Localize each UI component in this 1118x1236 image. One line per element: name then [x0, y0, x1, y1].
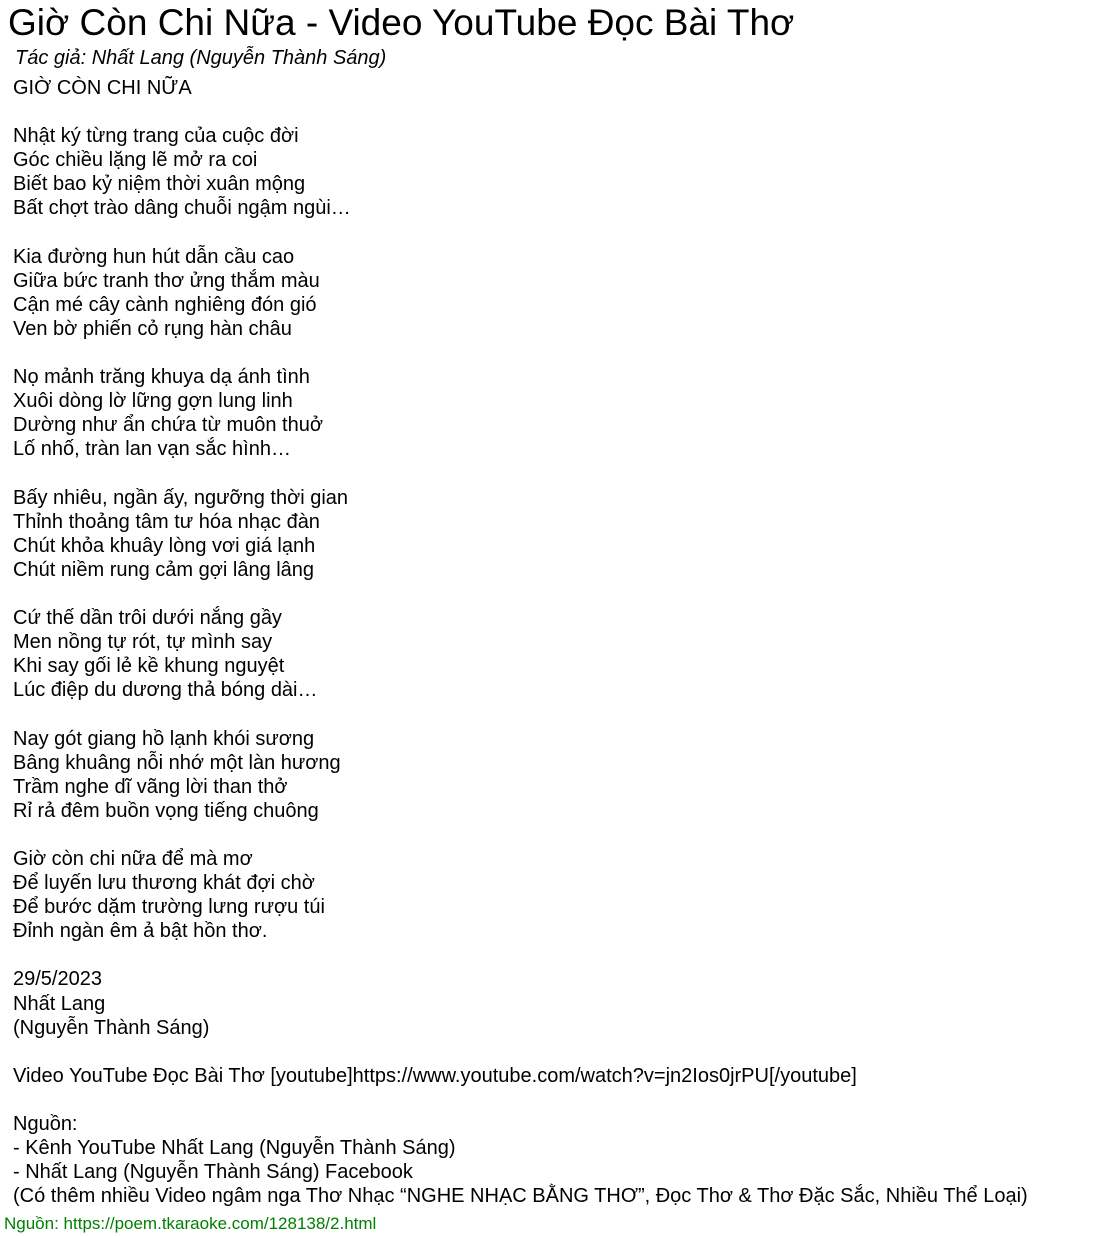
text-line: Nọ mảnh trăng khuya dạ ánh tình	[13, 366, 310, 389]
text-line: Cứ thế dần trôi dưới nắng gầy	[13, 607, 282, 630]
text-line: Góc chiều lặng lẽ mở ra coi	[13, 149, 258, 172]
text-line: (Có thêm nhiều Video ngâm nga Thơ Nhạc “NGHE NHẠC BẰNG THƠ”, Đọc Thơ & Thơ Đặc Sắc, Nhiều Thể Loại)	[13, 1185, 1028, 1208]
text-line: Cận mé cây cành nghiêng đón gió	[13, 293, 317, 316]
blank-line	[13, 462, 1113, 486]
text-line: Trầm nghe dĩ vãng lời than thở	[13, 775, 288, 798]
text-line: Xuôi dòng lờ lững gợn lung linh	[13, 390, 293, 413]
text-line: Rỉ rả đêm buồn vọng tiếng chuông	[13, 799, 319, 822]
author-line: Tác giả: Nhất Lang (Nguyễn Thành Sáng)	[15, 47, 387, 69]
text-line: Lố nhố, tràn lan vạn sắc hình…	[13, 438, 291, 461]
text-line: Nay gót giang hồ lạnh khói sương	[13, 727, 315, 750]
text-line: - Nhất Lang (Nguyễn Thành Sáng) Facebook	[13, 1161, 413, 1184]
blank-line	[13, 341, 1113, 365]
text-line: Nhật ký từng trang của cuộc đời	[13, 125, 299, 148]
text-line: GIỜ CÒN CHI NỮA	[13, 77, 192, 99]
text-line: Bâng khuâng nỗi nhớ một làn hương	[13, 751, 341, 774]
text-line: Nguồn:	[13, 1113, 78, 1136]
text-line: (Nguyễn Thành Sáng)	[13, 1016, 210, 1039]
blank-line	[13, 221, 1113, 245]
page-title: Giờ Còn Chi Nữa - Video YouTube Đọc Bài Thơ	[8, 2, 795, 43]
poem-body	[13, 76, 1113, 1208]
text-line: Men nồng tự rót, tự mình say	[13, 631, 273, 654]
text-line: Khi say gối lẻ kề khung nguyệt	[13, 655, 285, 678]
blank-line	[13, 702, 1113, 726]
text-line: Đỉnh ngàn êm ả bật hồn thơ.	[13, 920, 268, 943]
blank-line	[13, 943, 1113, 967]
text-line: Bất chợt trào dâng chuỗi ngậm ngùi…	[13, 197, 351, 220]
text-line: Chút khỏa khuây lòng vơi giá lạnh	[13, 534, 316, 557]
text-line: Lúc điệp du dương thả bóng dài…	[13, 679, 318, 702]
text-line: 29/5/2023	[13, 968, 102, 991]
blank-line	[13, 823, 1113, 847]
text-line: Để bước dặm trường lưng rượu túi	[13, 896, 325, 919]
blank-line	[13, 582, 1113, 606]
text-line: Giữa bức tranh thơ ửng thắm màu	[13, 269, 320, 292]
text-line: Kia đường hun hút dẫn cầu cao	[13, 245, 295, 268]
blank-line	[13, 1040, 1113, 1064]
text-line: Nhất Lang	[13, 992, 106, 1015]
blank-line	[13, 100, 1113, 124]
text-line: - Kênh YouTube Nhất Lang (Nguyễn Thành Sáng)	[13, 1137, 456, 1160]
source-link: Nguồn: https://poem.tkaraoke.com/128138/2.html	[4, 1214, 377, 1233]
text-line: Thỉnh thoảng tâm tư hóa nhạc đàn	[13, 510, 320, 533]
text-line: Dường như ẩn chứa từ muôn thuở	[13, 414, 323, 437]
text-line: Giờ còn chi nữa để mà mơ	[13, 848, 253, 870]
text-line: Để luyến lưu thương khát đợi chờ	[13, 872, 315, 895]
text-line: Video YouTube Đọc Bài Thơ [youtube]https://www.youtube.com/watch?v=jn2Ios0jrPU[/youtube]	[13, 1064, 857, 1087]
blank-line	[13, 1088, 1113, 1112]
text-line: Ven bờ phiến cỏ rụng hàn châu	[13, 317, 292, 340]
text-line: Biết bao kỷ niệm thời xuân mộng	[13, 173, 306, 196]
text-line: Chút niềm rung cảm gợi lâng lâng	[13, 558, 315, 581]
text-line: Bấy nhiêu, ngần ấy, ngưỡng thời gian	[13, 486, 349, 509]
